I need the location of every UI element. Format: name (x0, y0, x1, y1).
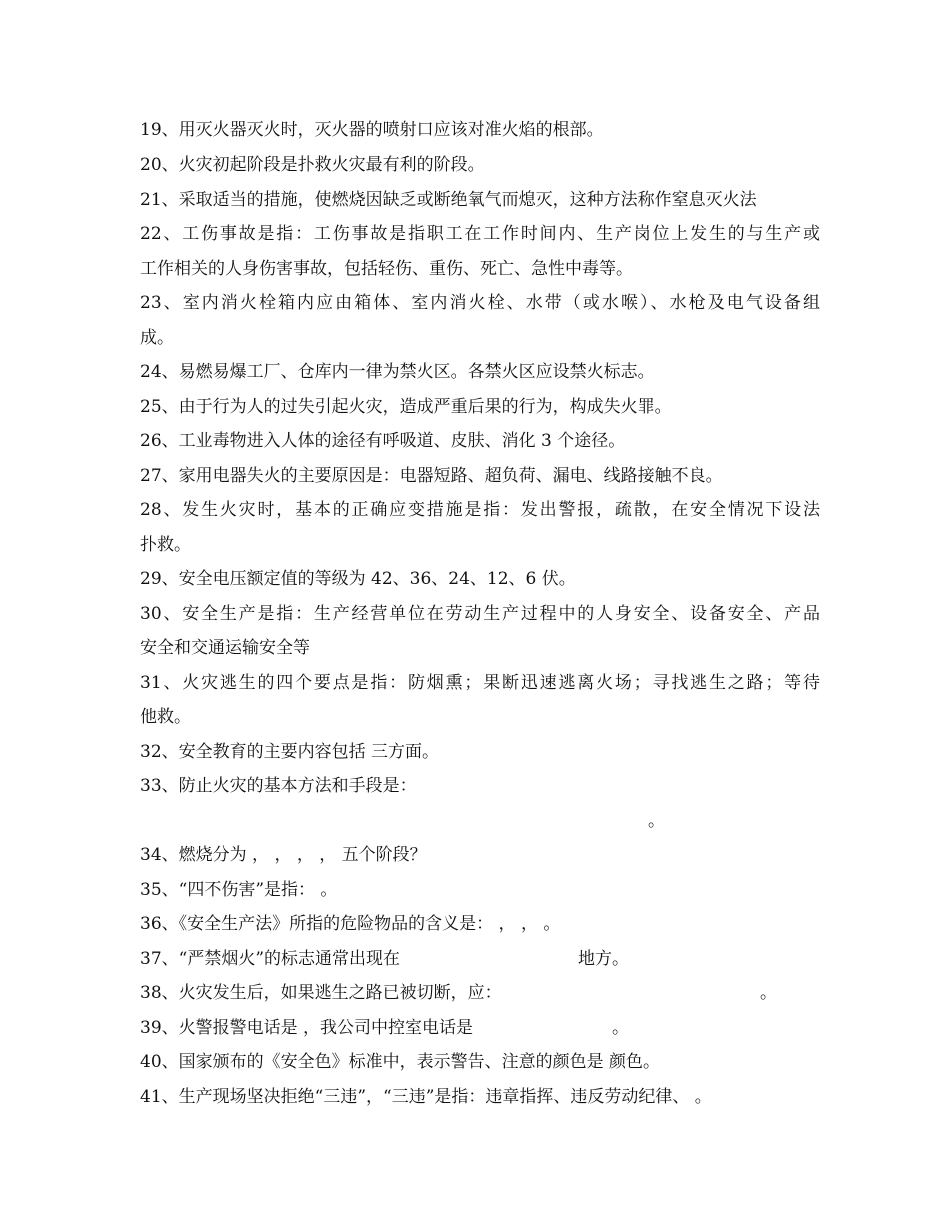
text-line: 22、工伤事故是指：工伤事故是指职工在工作时间内、生产岗位上发生的与生产或 (140, 224, 820, 244)
text-line: 32、安全教育的主要内容包括 三方面。 (140, 742, 440, 762)
text-line: 29、安全电压额定值的等级为 42、36、24、12、6 伏。 (140, 569, 576, 589)
text-line: 20、火灾初起阶段是扑救火灾最有利的阶段。 (140, 155, 485, 175)
text-line: 26、工业毒物进入人体的途径有呼吸道、皮肤、消化 3 个途径。 (140, 431, 626, 451)
text-line: 扑救。 (140, 535, 191, 555)
text-line: 安全和交通运输安全等 (140, 638, 310, 658)
text-line: 地方。 (578, 949, 629, 969)
text-line: 。 (612, 1018, 629, 1038)
text-line: 他救。 (140, 707, 191, 727)
text-line: 39、火警报警电话是 ，我公司中控室电话是 (140, 1018, 474, 1038)
text-line: 。 (760, 983, 777, 1003)
text-line: 24、易燃易爆工厂、仓库内一律为禁火区。各禁火区应设禁火标志。 (140, 362, 655, 382)
text-line: 27、家用电器失火的主要原因是：电器短路、超负荷、漏电、线路接触不良。 (140, 466, 723, 486)
text-line: 40、国家颁布的《安全色》标准中，表示警告、注意的颜色是 颜色。 (140, 1052, 661, 1072)
text-line: 37、“严禁烟火”的标志通常出现在 (140, 949, 401, 969)
text-line: 31、火灾逃生的四个要点是指：防烟熏；果断迅速逃离火场；寻找逃生之路；等待 (140, 673, 820, 693)
text-line: 38、火灾发生后，如果逃生之路已被切断，应： (140, 983, 502, 1003)
text-line: 28、发生火灾时，基本的正确应变措施是指：发出警报，疏散，在安全情况下设法 (140, 500, 820, 520)
text-line: 19、用灭火器灭火时，灭火器的喷射口应该对准火焰的根部。 (140, 120, 604, 140)
text-line: 25、由于行为人的过失引起火灾，造成严重后果的行为，构成失火罪。 (140, 397, 672, 417)
text-line: 成。 (140, 328, 174, 348)
text-line: 21、采取适当的措施，使燃烧因缺乏或断绝氧气而熄灭，这种方法称作窒息灭火法 (140, 190, 757, 210)
text-line: 33、防止火灾的基本方法和手段是： (140, 776, 417, 796)
text-line: 。 (648, 811, 665, 831)
text-line: 34、燃烧分为 ， ， ， ， 五个阶段？ (140, 845, 427, 865)
text-line: 41、生产现场坚决拒绝“三违”，“三违”是指：违章指挥、违反劳动纪律、 。 (140, 1087, 712, 1107)
text-line: 36、《安全生产法》所指的危险物品的含义是： ， ， 。 (140, 914, 561, 934)
text-line: 35、“四不伤害”是指： 。 (140, 880, 338, 900)
text-line: 30、安全生产是指：生产经营单位在劳动生产过程中的人身安全、设备安全、产品 (140, 604, 820, 624)
text-line: 23、室内消火栓箱内应由箱体、室内消火栓、水带（或水喉）、水枪及电气设备组 (140, 293, 820, 313)
text-line: 工作相关的人身伤害事故，包括轻伤、重伤、死亡、急性中毒等。 (140, 259, 633, 279)
